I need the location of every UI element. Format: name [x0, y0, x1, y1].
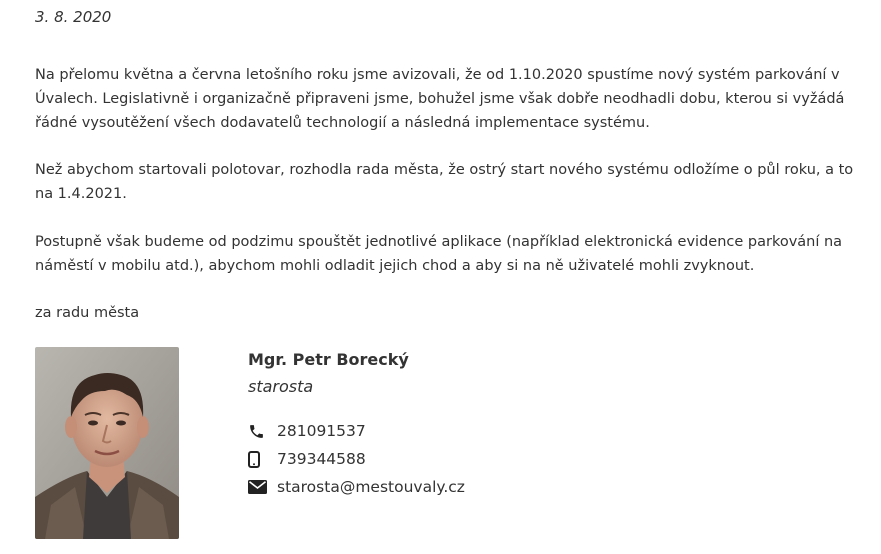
article-paragraph-2: Než abychom startovali polotovar, rozhodla rada města, že ostrý start nového systému odložíme o půl roku, a to na 1.4.2021. [35, 162, 854, 202]
article-date: 3. 8. 2020 [35, 8, 112, 26]
contact-photo [35, 347, 179, 539]
article-signature: za radu města [35, 305, 140, 321]
contact-email-row [248, 476, 465, 498]
contact-mobile-row [248, 448, 366, 470]
contact-mobile[interactable]: 739344588 [277, 450, 366, 468]
contact-phone-row [248, 420, 366, 442]
contact-role: starosta [248, 377, 314, 396]
article-paragraph-1: Na přelomu května a června letošního roku jsme avizovali, že od 1.10.2020 spustíme nový systém parkování v Úvalech. Legislativně i organizačně připraveni jsme, bohužel jsme však dobře neodhadli dobu, kterou si vyžádá řádné vysoutěžení všech dodavatelů technologií a následná implementace systému. [35, 67, 845, 131]
phone-icon [248, 422, 268, 440]
contact-phone[interactable]: 281091537 [277, 422, 366, 440]
article-paragraph-3: Postupně však budeme od podzimu spouštět jednotlivé aplikace (například elektronická evidence parkování na náměstí v mobilu atd.), abychom mohli odladit jejich chod a aby si na ně uživatelé mohli zvyknout. [35, 234, 843, 274]
envelope-icon [248, 478, 268, 496]
contact-name: Mgr. Petr Borecký [248, 350, 409, 369]
mobile-icon [248, 450, 268, 468]
contact-email-link[interactable]: starosta@mestouvaly.cz [277, 478, 465, 496]
